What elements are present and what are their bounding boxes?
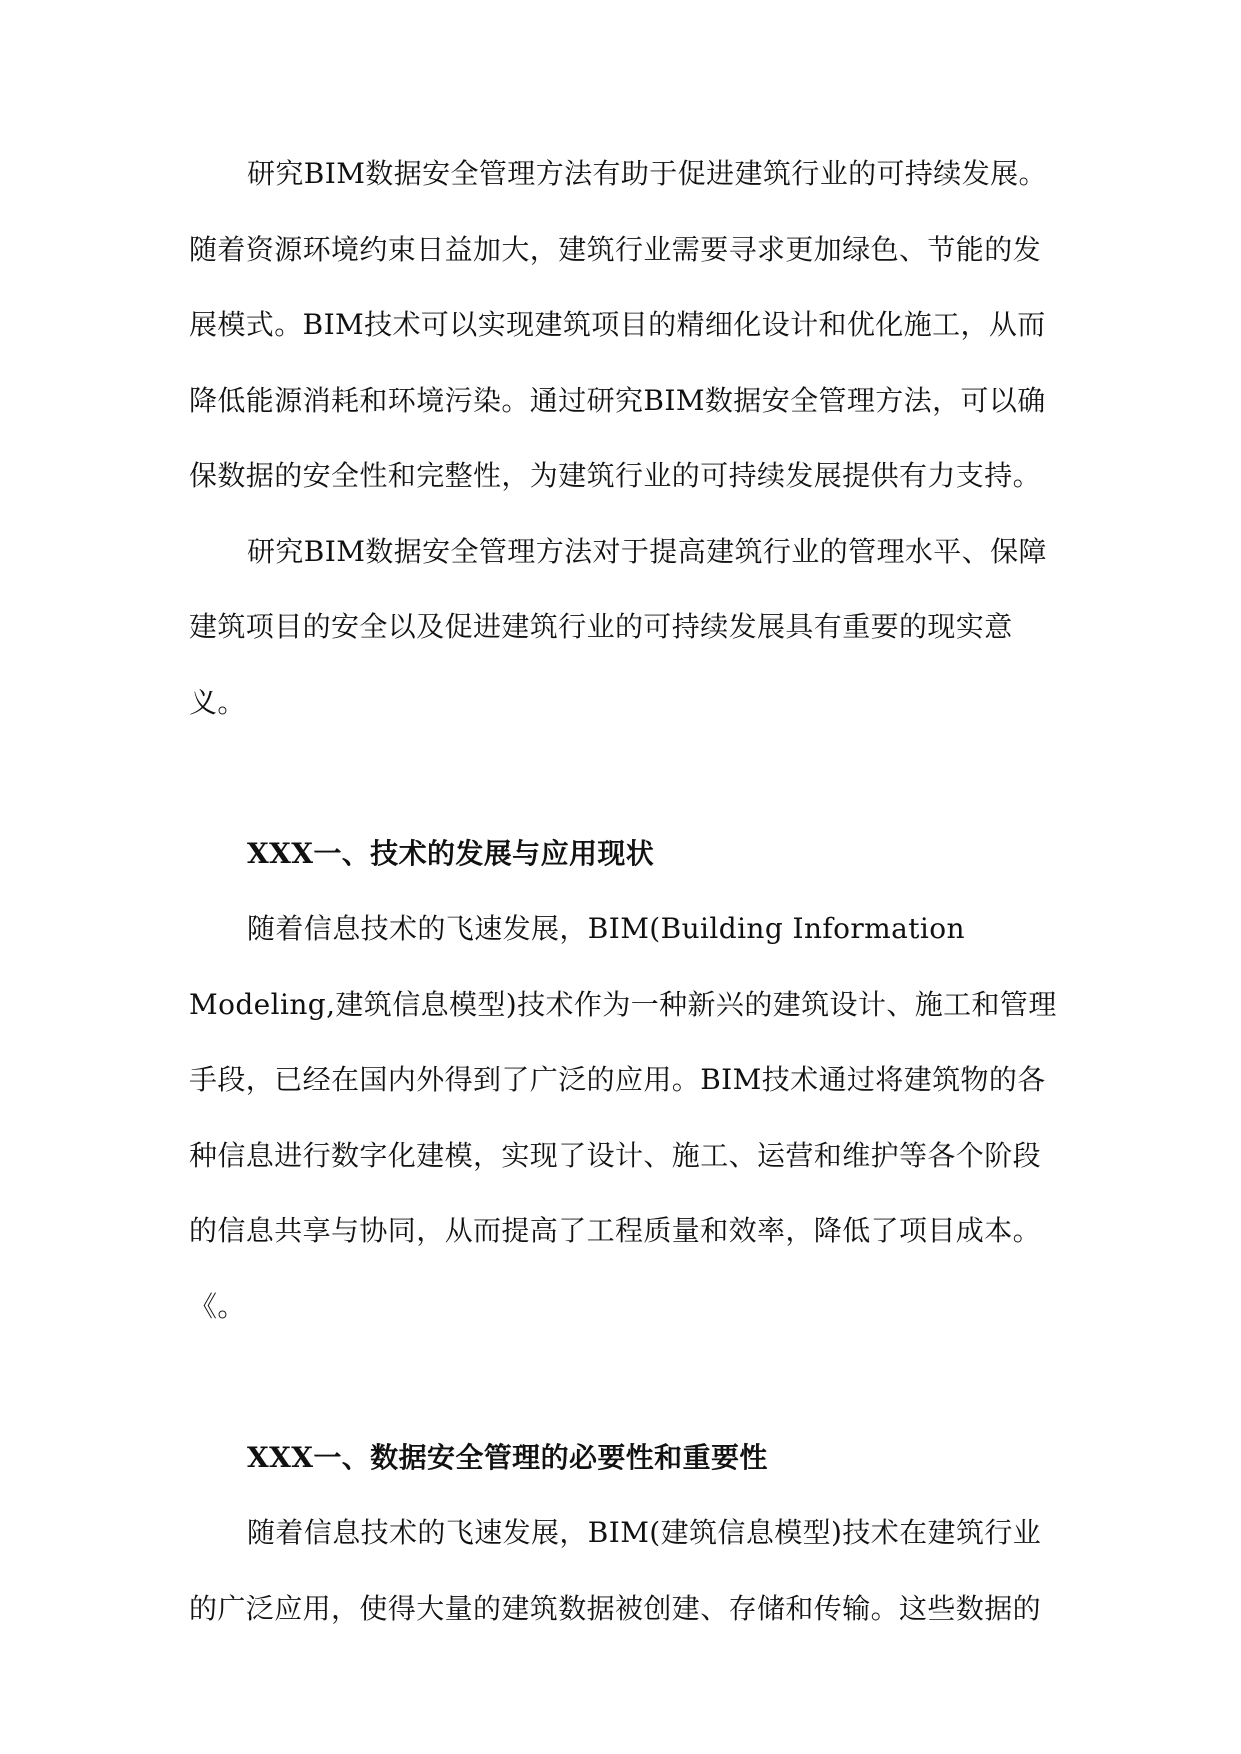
text-line: 随着信息技术的飞速发展，BIM(建筑信息模型)技术在建筑行业	[247, 1516, 1042, 1549]
section-heading: XXX一、数据安全管理的必要性和重要性	[247, 1440, 768, 1474]
text-line: 保数据的安全性和完整性，为建筑行业的可持续发展提供有力支持。	[189, 459, 1042, 492]
text-line: 随着资源环境约束日益加大，建筑行业需要寻求更加绿色、节能的发	[189, 232, 1042, 266]
document-body	[189, 136, 1064, 1646]
text-line: 随着信息技术的飞速发展，BIM(Building Information	[247, 912, 965, 945]
text-line: 种信息进行数字化建模，实现了设计、施工、运营和维护等各个阶段	[189, 1138, 1042, 1172]
text-line: 义。	[189, 685, 246, 719]
section-heading: XXX一、技术的发展与应用现状	[247, 836, 655, 870]
text-line: 建筑项目的安全以及促进建筑行业的可持续发展具有重要的现实意	[189, 610, 1013, 643]
text-line: 《。	[189, 1289, 246, 1323]
text-line: Modeling,建筑信息模型)技术作为一种新兴的建筑设计、施工和管理	[189, 987, 1057, 1021]
text-line: 的信息共享与协同，从而提高了工程质量和效率，降低了项目成本。	[189, 1214, 1042, 1247]
spacer	[189, 1344, 1064, 1420]
paragraph	[189, 1495, 1064, 1646]
text-line: 的广泛应用，使得大量的建筑数据被创建、存储和传输。这些数据的	[189, 1591, 1042, 1625]
text-line: 展模式。BIM技术可以实现建筑项目的精细化设计和优化施工，从而	[189, 308, 1046, 341]
paragraph	[189, 891, 1064, 1344]
text-line: 降低能源消耗和环境污染。通过研究BIM数据安全管理方法，可以确	[189, 383, 1046, 417]
text-line: 手段，已经在国内外得到了广泛的应用。BIM技术通过将建筑物的各	[189, 1063, 1046, 1096]
text-line: 研究BIM数据安全管理方法有助于促进建筑行业的可持续发展。	[247, 157, 1047, 190]
paragraph	[189, 136, 1064, 514]
paragraph	[189, 514, 1064, 741]
text-line: 研究BIM数据安全管理方法对于提高建筑行业的管理水平、保障	[247, 534, 1047, 568]
spacer	[189, 740, 1064, 816]
